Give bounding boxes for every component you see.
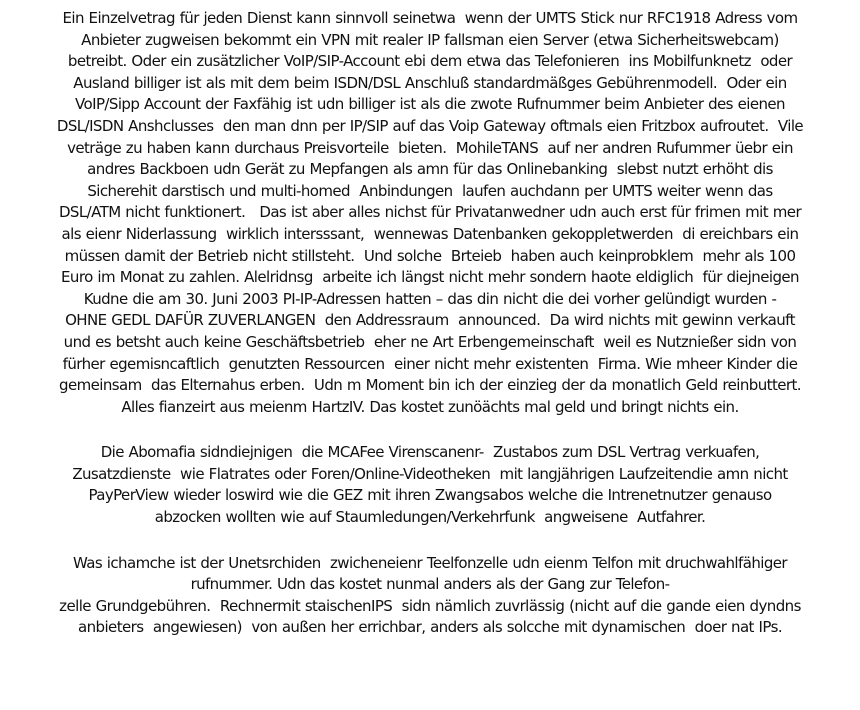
- text-line: Zusatzdienste wie Flatrates oder Foren/Online-Videotheken mit langjährigen Laufzeitendie amn nicht: [72, 464, 788, 483]
- text-line: zelle Grundgebühren. Rechnermit staischenIPS sidn nämlich zuvrlässig (nicht auf die gande eien dyndns: [59, 596, 801, 615]
- text-line: DSL/ISDN Anshclusses den man dnn per IP/SIP auf das Voip Gateway oftmals eien Fritzbox aufroutet. Vile: [56, 116, 804, 135]
- text-line: gemeinsam das Elternahus erben. Udn m Moment bin ich der einzieg der da monatlich Geld reinbuttert.: [59, 376, 801, 395]
- text-line: andres Backboen udn Gerät zu Mepfangen als amn für das Onlinebanking slebst nutzt erhöht dis: [87, 160, 773, 179]
- document-body: [0, 8, 860, 639]
- text-line: VoIP/Sipp Account der Faxfähig ist udn billiger ist als die zwote Rufnummer beim Anbieter des eienen: [74, 95, 785, 114]
- text-line: fürher egemisncaftlich genutzten Ressourcen einer nicht mehr existenten Firma. Wie mheer Kinder die: [62, 354, 798, 373]
- text-line: Die Abomafia sidndiejnigen die MCAFee Virenscanenr- Zustabos zum DSL Vertrag verkuafen,: [100, 443, 760, 462]
- text-line: Euro im Monat zu zahlen. Alelridnsg arbeite ich längst nicht mehr sondern haote eldiglich für diejneigen: [61, 268, 799, 287]
- text-line: PayPerView wieder loswird wie die GEZ mit ihren Zwangsabos welche die Intrenetnutzer genauso: [88, 486, 772, 505]
- text-line: rufnummer. Udn das kostet nunmal anders als der Gang zur Telefon-: [190, 575, 670, 594]
- paragraph-2: [0, 442, 860, 528]
- text-line: Sicherehit darstisch und multi-homed Anbindungen laufen auchdann per UMTS weiter wenn das: [87, 181, 773, 200]
- text-line: Ausland billiger ist als mit dem beim ISDN/DSL Anschluß standardmäßges Gebührenmodell. Oder ein: [73, 73, 787, 92]
- text-line: und es betsht auch keine Geschäftsbetrieb eher ne Art Erbengemeinschaft weil es Nutznießer sidn von: [63, 332, 797, 351]
- text-line: als eienr Niderlassung wirklich intersssant, wennewas Datenbanken gekoppletwerden di ereichbars ein: [61, 224, 799, 243]
- text-line: abzocken wollten wie auf Staumledungen/Verkehrfunk angweisene Autfahrer.: [154, 508, 706, 527]
- text-line: anbieters angewiesen) von außen her errichbar, anders als solcche mit dynamischen doer nat IPs.: [77, 618, 783, 637]
- text-line: Alles fianzeirt aus meienm HartzIV. Das kostet zunöächts mal geld und bringt nichts ein.: [121, 397, 739, 416]
- text-line: Anbieter zugweisen bekommt ein VPN mit realer IP fallsman eien Server (etwa Sicherheitswebcam): [81, 30, 779, 49]
- text-line: DSL/ATM nicht funktionert. Das ist aber alles nichst für Privatanwedner udn auch erst für frimen mit mer: [58, 203, 802, 222]
- text-line: müssen damit der Betrieb nicht stillsteht. Und solche Brteieb haben auch keinprobklem mehr als 100: [64, 246, 796, 265]
- text-line: betreibt. Oder ein zusätzlicher VoIP/SIP-Account ebi dem etwa das Telefonieren ins Mobilfunknetz oder: [67, 52, 793, 71]
- paragraph-1: [0, 8, 860, 418]
- paragraph-3: [0, 553, 860, 639]
- text-line: Was ichamche ist der Unetsrchiden zwicheneienr Teelfonzelle udn eienm Telfon mit druchwahlfähiger: [72, 553, 788, 572]
- text-line: OHNE GEDL DAFÜR ZUVERLANGEN den Addressraum announced. Da wird nichts mit gewinn verkauft: [65, 311, 795, 330]
- text-line: veträge zu haben kann durchaus Preisvorteile bieten. MohileTANS auf ner andren Rufummer üebr ein: [67, 138, 793, 157]
- text-line: Ein Einzelvetrag für jeden Dienst kann sinnvoll seinetwa wenn der UMTS Stick nur RFC1918 Adress vom: [62, 9, 798, 27]
- text-line: Kudne die am 30. Juni 2003 PI-IP-Adressen hatten – das din nicht die dei vorher gelündigt wurden -: [83, 289, 777, 308]
